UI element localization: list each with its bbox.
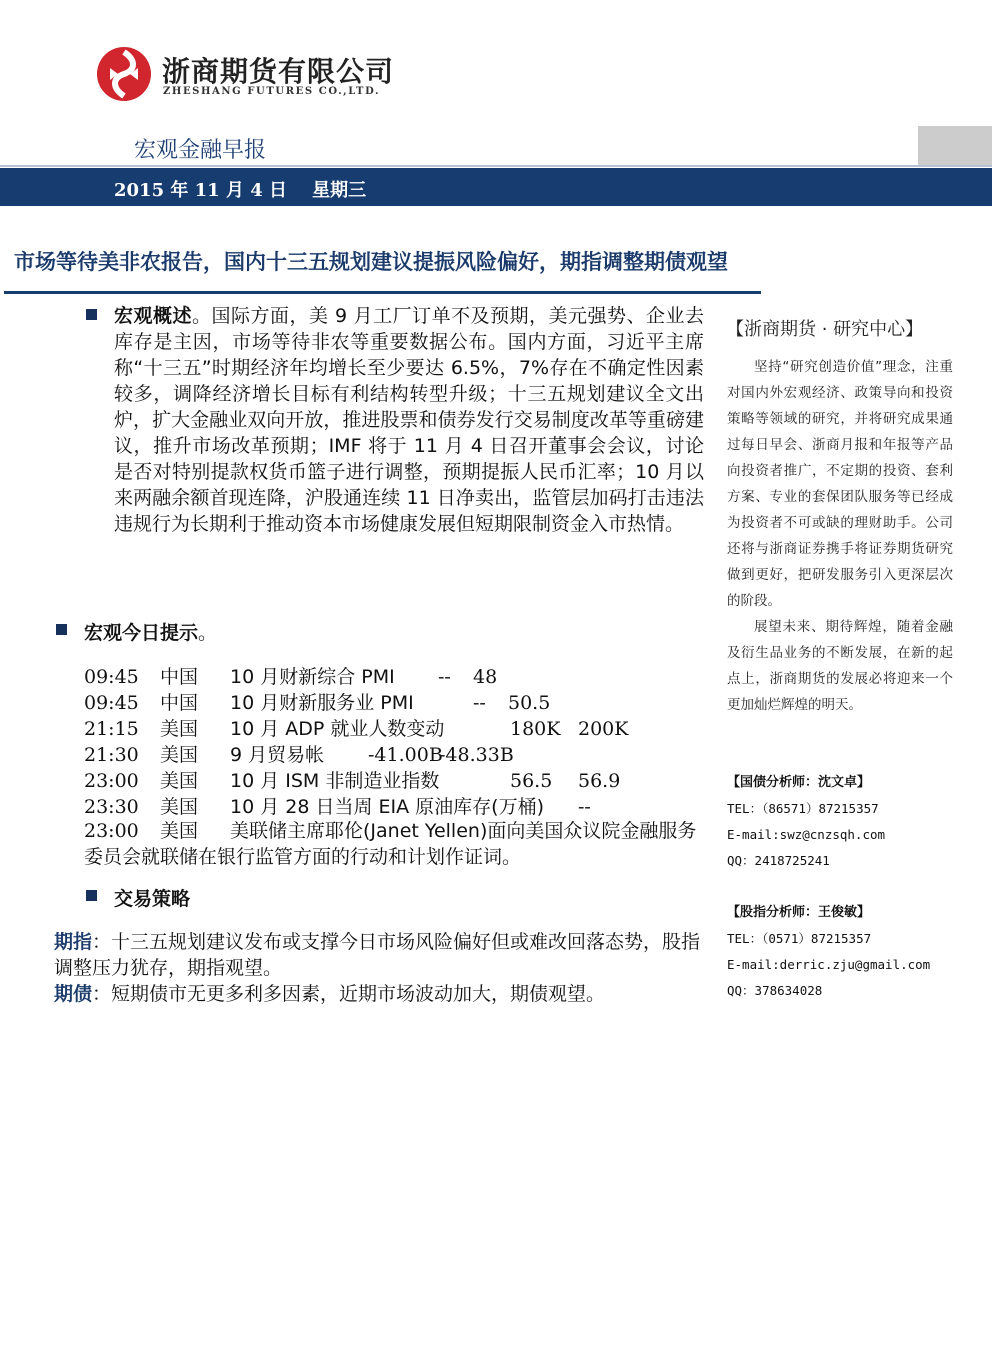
tips-title	[84, 618, 217, 645]
headline: 市场等待美非农报告，国内十三五规划建议提振风险偏好，期指调整期债观望	[14, 250, 728, 274]
bullet-icon	[56, 624, 67, 635]
tips-title-text: 宏观今日提示	[84, 622, 199, 644]
macro-overview	[114, 303, 704, 537]
analyst-title: 【国债分析师：沈文卓】	[727, 775, 871, 790]
event-name: 10 月 28 日当周 EIA 原油库存(万桶)	[230, 796, 544, 818]
event-country: 美国	[160, 744, 199, 766]
header-divider	[0, 165, 992, 167]
analyst-card	[727, 900, 967, 1004]
analyst-email[interactable]: E-mail:derric.zju@gmail.com	[727, 957, 931, 972]
strategy-body	[54, 929, 704, 1007]
analyst-title: 【股指分析师：王俊敏】	[727, 905, 871, 920]
event-time: 23:00	[84, 820, 139, 842]
analyst-email[interactable]: E-mail:swz@cnzsqh.com	[727, 827, 886, 842]
sidebar-title: 【浙商期货 · 研究中心】	[726, 319, 924, 340]
bullet-icon	[86, 309, 97, 320]
event-country: 中国	[160, 666, 199, 688]
company-logo-icon	[96, 46, 152, 102]
event-name: 10 月财新服务业 PMI	[230, 692, 414, 714]
event-name: 10 月财新综合 PMI	[230, 666, 395, 688]
event-forecast: 50.5	[508, 692, 551, 714]
report-date: 2015 年 11 月 4 日 星期三	[114, 180, 367, 201]
event-previous: 56.5	[510, 770, 553, 792]
event-name: 10 月 ISM 非制造业指数	[230, 770, 440, 792]
event-time: 09:45	[84, 692, 139, 714]
event-previous: --	[473, 692, 486, 714]
overview-label: 宏观概述	[114, 305, 192, 327]
event-country: 美国	[160, 796, 199, 818]
event-time: 09:45	[84, 666, 139, 688]
event-time: 21:15	[84, 718, 139, 740]
event-time: 21:30	[84, 744, 139, 766]
futures-text: ：十三五规划建议发布或支撑今日市场风险偏好但或难改回落态势，股指调整压力犹存，期指观望。	[54, 931, 701, 979]
event-previous: --	[578, 796, 591, 818]
company-name-cn: 浙商期货有限公司	[162, 55, 395, 88]
bond-label: 期债	[54, 983, 93, 1005]
event-name: 9 月贸易帐	[230, 744, 325, 766]
analyst-qq: QQ：2418725241	[727, 853, 830, 868]
strategy-futures	[54, 929, 704, 981]
bond-text: ：短期债市无更多利多因素，近期市场波动加大，期债观望。	[92, 983, 606, 1005]
event-time: 23:30	[84, 796, 139, 818]
event-forecast: -48.33B	[439, 744, 514, 766]
event-forecast: 200K	[578, 718, 629, 740]
header-grey-block	[918, 126, 992, 165]
analyst-tel: TEL：（86571）87215357	[727, 801, 879, 816]
event-previous: --	[438, 666, 451, 688]
event-previous: -41.00B	[368, 744, 443, 766]
strategy-title: 交易策略	[114, 888, 191, 910]
strategy-bond	[54, 981, 704, 1007]
event-description: 美联储主席耶伦(Janet Yellen)面向美国众议院金融服务委员会就联储在银行监管方面的行动和计划作证词。	[84, 820, 697, 868]
bullet-icon	[86, 890, 97, 901]
analyst-qq: QQ：378634028	[727, 983, 823, 998]
event-previous: 180K	[510, 718, 561, 740]
company-name-en: ZHESHANG FUTURES CO.,LTD.	[163, 86, 381, 97]
event-forecast: 48	[473, 666, 498, 688]
event-country: 美国	[160, 820, 199, 842]
event-forecast: 56.9	[578, 770, 621, 792]
analyst-tel: TEL：（0571）87215357	[727, 931, 872, 946]
futures-label: 期指	[54, 931, 93, 953]
event-name: 10 月 ADP 就业人数变动	[230, 718, 445, 740]
sidebar-description	[727, 354, 953, 718]
event-country: 美国	[160, 770, 199, 792]
headline-rule	[4, 291, 761, 294]
sidebar-paragraph: 坚持“研究创造价值”理念，注重对国内外宏观经济、政策导向和投资策略等领域的研究，并将研究成果通过每日早会、浙商月报和年报等产品向投资者推广，不定期的投资、套利方案、专业的套保团队服务等已经成为投资者不可或缺的理财助手。公司还将与浙商证券携手将证券期货研究做到更好，把研发服务引入更深层次的阶段。	[727, 359, 953, 609]
analyst-card	[727, 770, 967, 874]
sidebar-paragraph: 展望未来、期待辉煌，随着金融及衍生品业务的不断发展，在新的起点上，浙商期货的发展必将迎来一个更加灿烂辉煌的明天。	[727, 619, 953, 713]
event-row-long	[84, 818, 704, 870]
tips-title-suffix: 。	[198, 622, 218, 644]
event-country: 美国	[160, 718, 199, 740]
event-time: 23:00	[84, 770, 139, 792]
event-country: 中国	[160, 692, 199, 714]
report-name: 宏观金融早报	[134, 138, 267, 163]
overview-text: 。国际方面，美 9 月工厂订单不及预期，美元强势、企业去库存是主因，市场等待非农等重要数据公布。国内方面，习近平主席称“十三五”时期经济年均增长至少要达 6.5%，7%存在不确定性因素较多，调降经济增长目标有利结构转型升级；十三五规划建议全文出炉，扩大金融业双向开放，推进股票和债券发行交易制度改革等重磅建议，推升市场改革预期；IMF 将于 11 月 4 日召开董事会会议，讨论是否对特别提款权货币篮子进行调整，预期提振人民币汇率；10 月以来两融余额首现连降，沪股通连续 11 日净卖出，监管层加码打击违法违规行为长期利于推动资本市场健康发展但短期限制资金入市热情。	[114, 305, 704, 535]
